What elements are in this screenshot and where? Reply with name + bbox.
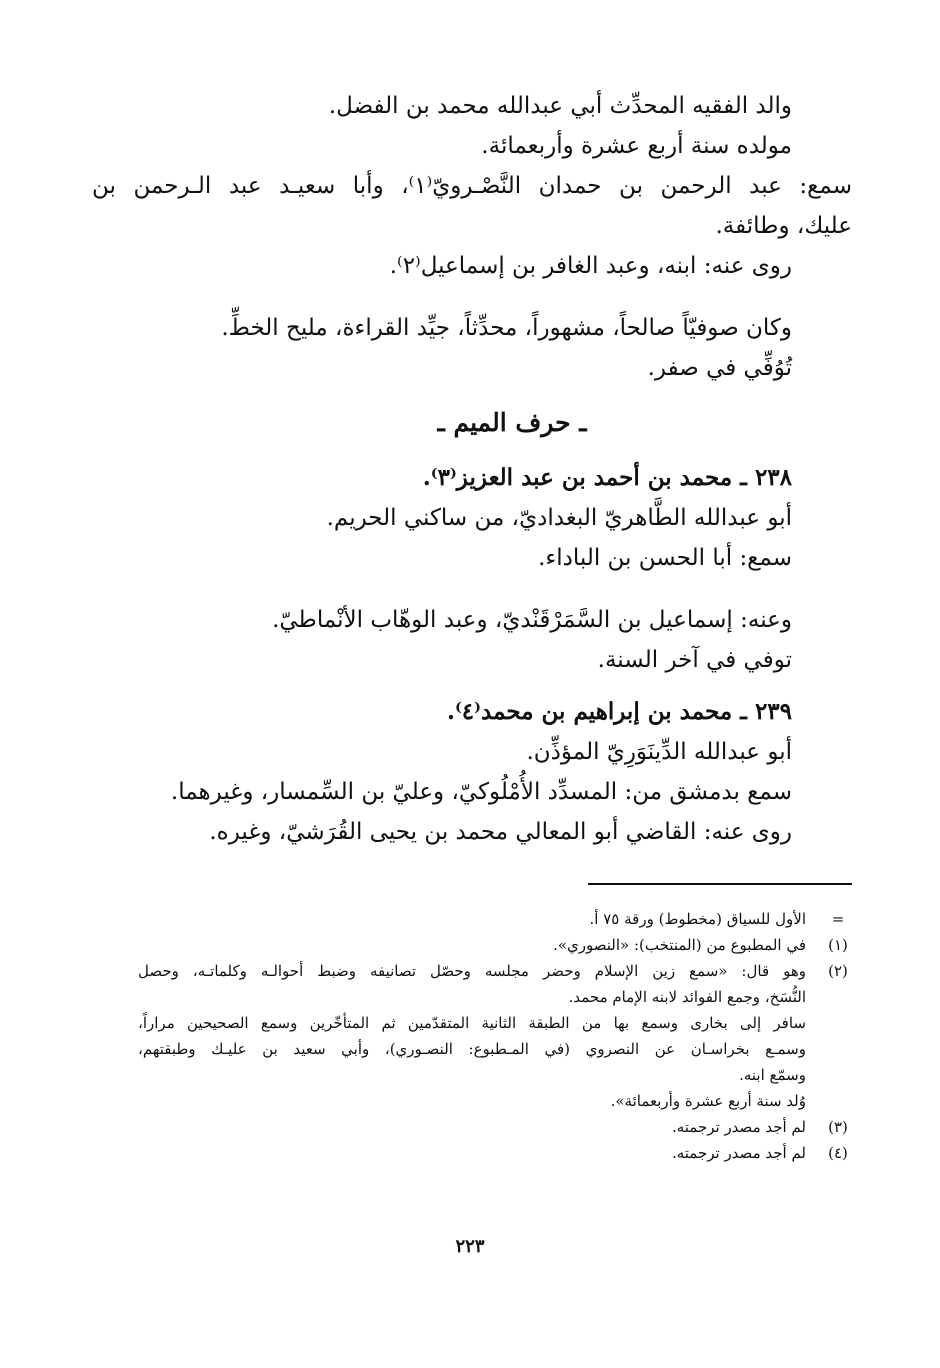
spacer — [142, 388, 792, 400]
entry-title: ٢٣٨ ـ محمد بن أحمد بن عبد العزيز⁽٣⁾. — [422, 464, 792, 491]
footnote — [138, 1140, 858, 1166]
text-line: عليك، وطائفة. — [715, 213, 852, 239]
footnote-line: النُّسَخ، وجمع الفوائد لابنه الإمام محمد. — [568, 988, 806, 1006]
footnote-separator — [588, 883, 852, 885]
section-heading: ـ حرف الميم ـ — [437, 408, 587, 437]
footnote-line: في المطبوع من (المنتخب): «النصوري». — [553, 936, 806, 954]
footnote-line: لم أجد مصدر ترجمته. — [671, 1118, 806, 1136]
text-line: وعنه: إسماعيل بن السَّمَرْقَنْديّ، وعبد الوهّاب الأنْماطيّ. — [272, 607, 792, 633]
spacer — [142, 446, 792, 458]
footnote — [138, 906, 858, 932]
spacer — [142, 286, 792, 308]
footnote-line: سافر إلى بخارى وسمع بها من الطبقة الثانية المتقدّمين ثم المتأخّرين وسمع الصحيحين مراراً، — [138, 1014, 806, 1032]
footnote-mark: (٣) — [828, 1118, 848, 1136]
footnote-mark: (٢) — [828, 962, 848, 980]
footnote — [138, 932, 858, 958]
footnote-line: وُلد سنة أربع عشرة وأربعمائة». — [610, 1092, 806, 1110]
footnote-line: الأول للسياق (مخطوط) ورقة ٧٥ أ. — [589, 910, 806, 928]
text-line: توفي في آخر السنة. — [597, 647, 792, 673]
text-line: تُوُفِّي في صفر. — [647, 355, 792, 381]
footnote-line: وهو قال: «سمع زين الإسلام وحضر مجلسه وحصّل تصانيفه وضبط أحوالـه وكلماتـه، وحصل — [138, 962, 806, 980]
spacer — [142, 680, 792, 692]
footnote-mark: (١) — [828, 936, 848, 954]
footnote — [138, 1114, 858, 1140]
main-text — [92, 86, 852, 852]
footnote-line: وسمـع بخراسـان عن النصروي (في المـطبوع: النصـوري)، وأبي سعيد بن عليـك وطبقتهم، — [138, 1040, 806, 1058]
text-line: روى عنه: القاضي أبو المعالي محمد بن يحيى القُرَشيّ، وغيره. — [209, 819, 792, 845]
footnote-line: لم أجد مصدر ترجمته. — [671, 1144, 806, 1162]
footnotes — [138, 906, 858, 1166]
text-line: والد الفقيه المحدِّث أبي عبدالله محمد بن الفضل. — [328, 93, 792, 119]
text-line: مولده سنة أربع عشرة وأربعمائة. — [481, 133, 792, 159]
footnote-mark: (٤) — [828, 1144, 848, 1162]
text-line: سمع: أبا الحسن بن الباداء. — [538, 545, 792, 571]
text-line: سمع: عبد الرحمن بن حمدان النَّصْـرويّ⁽١⁾، وأبا سعيـد عبد الـرحمن بن — [92, 173, 852, 199]
footnote-line: وسمّع ابنه. — [739, 1066, 806, 1084]
text-line: أبو عبدالله الطَّاهريّ البغداديّ، من ساكني الحريم. — [326, 505, 792, 531]
footnote — [138, 958, 858, 1114]
text-line: روى عنه: ابنه، وعبد الغافر بن إسماعيل⁽٢⁾. — [389, 253, 792, 279]
text-line: أبو عبدالله الدِّينَوَرِيّ المؤذِّن. — [526, 739, 792, 765]
text-line: وكان صوفيّاً صالحاً، مشهوراً، محدِّثاً، جيِّد القراءة، مليح الخطِّ. — [221, 315, 792, 341]
text-line: سمع بدمشق من: المسدِّد الأُمْلُوكيّ، وعليّ بن السِّمسار، وغيرهما. — [170, 779, 792, 805]
spacer — [142, 578, 792, 600]
entry-title: ٢٣٩ ـ محمد بن إبراهيم بن محمد⁽٤⁾. — [446, 698, 792, 725]
footnote-mark: = — [831, 910, 845, 928]
page-number: ٢٢٣ — [455, 1236, 485, 1257]
